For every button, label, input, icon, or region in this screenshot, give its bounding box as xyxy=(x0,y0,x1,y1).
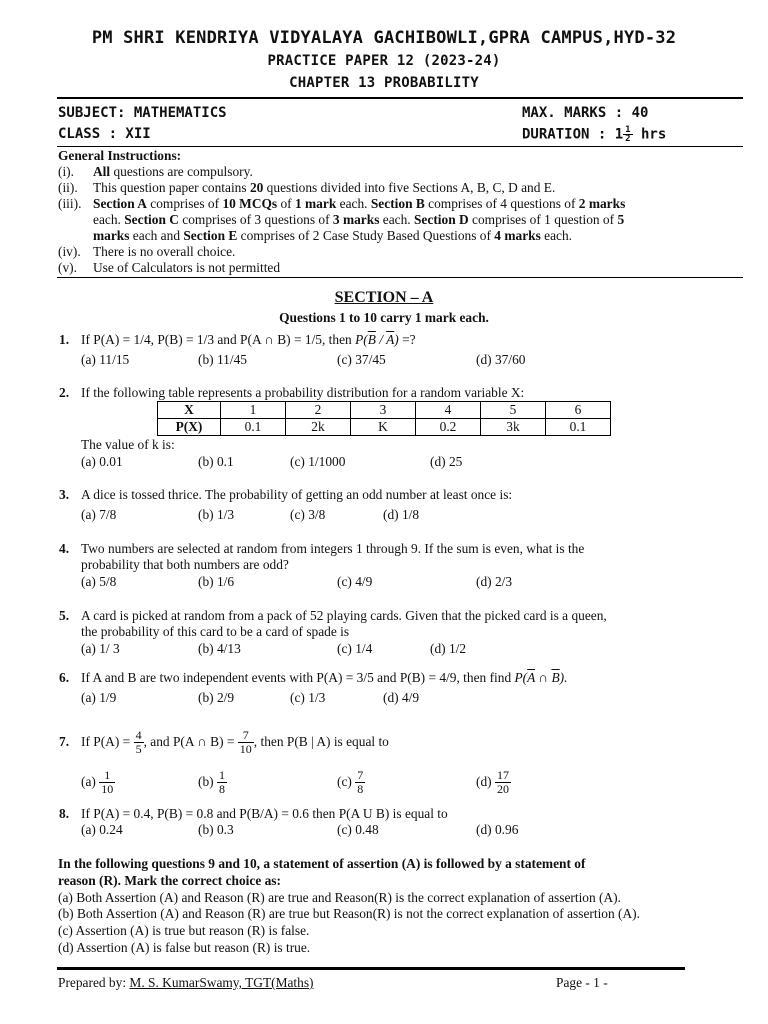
q4-option-b: (b) 1/6 xyxy=(198,574,235,589)
q6-text xyxy=(81,670,567,686)
footer-author: M. S. KumarSwamy, TGT(Maths) xyxy=(129,975,314,990)
q3-option-d: (d) 1/8 xyxy=(383,507,420,522)
q7-a-num: 1 xyxy=(104,768,111,783)
table-cell: 6 xyxy=(546,402,611,419)
duration-frac-den: 2 xyxy=(625,134,631,144)
q4-line1: Two numbers are selected at random from integers 1 through 9. If the sum is even, what is the xyxy=(81,541,585,556)
instr-iv: There is no overall choice. xyxy=(93,244,236,259)
section-title xyxy=(0,289,768,307)
school-name: PM SHRI KENDRIYA VIDYALAYA GACHIBOWLI,GPRA CAMPUS,HYD-32 xyxy=(91,28,677,48)
table-row-x xyxy=(158,402,611,419)
q8-option-d: (d) 0.96 xyxy=(476,822,519,837)
instr-iii-line2 xyxy=(93,212,624,228)
q7-f1-den: 5 xyxy=(135,742,142,757)
instr-ii-a: This question paper contains xyxy=(93,180,250,195)
q2-option-a: (a) 0.01 xyxy=(81,454,123,469)
section-title-text: SECTION – A xyxy=(334,289,434,306)
instr-iii-num: (iii). xyxy=(58,196,82,211)
subject: SUBJECT: MATHEMATICS xyxy=(58,105,227,121)
instr-iii-l1-i: 2 marks xyxy=(578,196,626,211)
class: CLASS : XII xyxy=(58,126,151,142)
q2-text: If the following table represents a probability distribution for a random variable X: xyxy=(81,385,525,400)
q8-option-c: (c) 0.48 xyxy=(337,822,379,837)
instr-iii-l1-g: Section B xyxy=(370,196,425,211)
q8-number: 8. xyxy=(59,806,70,821)
q5-option-d: (d) 1/2 xyxy=(430,641,467,656)
q3-number: 3. xyxy=(59,487,70,502)
section-subtitle: Questions 1 to 10 carry 1 mark each. xyxy=(279,310,489,325)
instr-ii-bold: 20 xyxy=(249,180,264,195)
q7-text xyxy=(81,723,389,761)
q1-option-c: (c) 37/45 xyxy=(337,352,386,367)
q7-d-fraction xyxy=(495,769,511,796)
instr-iii-l2-h: 5 xyxy=(617,212,625,227)
assertion-choice-b: (b) Both Assertion (A) and Reason (R) are true but Reason(R) is not the correct explanation of assertion (A). xyxy=(58,906,640,921)
assertion-line2: reason (R). Mark the correct choice as: xyxy=(58,873,281,888)
paper-title: PRACTICE PAPER 12 (2023-24) xyxy=(267,53,501,69)
q4-option-d: (d) 2/3 xyxy=(476,574,513,589)
instr-i-bold: All xyxy=(93,164,111,179)
table-header-x: X xyxy=(158,402,221,419)
instructions-title: General Instructions: xyxy=(58,148,182,163)
assertion-choice-a: (a) Both Assertion (A) and Reason (R) are true and Reason(R) is the correct explanation of assertion (A). xyxy=(58,890,621,905)
q7-option-a xyxy=(81,763,115,801)
instr-iii-l1-d: of xyxy=(277,196,295,211)
q7-fraction-2 xyxy=(238,729,254,756)
q7-d-den: 20 xyxy=(496,782,509,797)
q5-option-a: (a) 1/ 3 xyxy=(81,641,120,656)
instr-iii-l2-d: 3 marks xyxy=(332,212,380,227)
instr-iii-l3-b: each and xyxy=(129,228,184,243)
q6-number: 6. xyxy=(59,670,70,685)
q6-option-c: (c) 1/3 xyxy=(290,690,326,705)
q6-expression xyxy=(515,670,568,685)
instr-iii-l2-e: each. xyxy=(379,212,414,227)
instr-iii-l1-f: each. xyxy=(336,196,371,211)
q2-option-d: (d) 25 xyxy=(430,454,463,469)
q2-after: The value of k is: xyxy=(81,437,175,452)
q7-t3: , then P(B | A) is equal to xyxy=(253,734,389,749)
q6-option-a: (a) 1/9 xyxy=(81,690,117,705)
q7-d-num: 17 xyxy=(496,768,509,783)
q3-text: A dice is tossed thrice. The probability of getting an odd number at least once is: xyxy=(81,487,513,502)
q3-option-b: (b) 1/3 xyxy=(198,507,235,522)
instr-iv-num: (iv). xyxy=(58,244,81,259)
table-cell: 3 xyxy=(351,402,416,419)
table-cell: K xyxy=(351,419,416,436)
q3-option-c: (c) 3/8 xyxy=(290,507,326,522)
q1-option-a: (a) 11/15 xyxy=(81,352,130,367)
instr-i xyxy=(93,164,253,180)
q7-option-d xyxy=(476,763,511,801)
table-cell: 0.1 xyxy=(546,419,611,436)
table-cell: 4 xyxy=(416,402,481,419)
instr-iii-l3-a: marks xyxy=(93,228,130,243)
q7-a-label: (a) xyxy=(81,774,96,789)
instr-iii-l3-c: Section E xyxy=(183,228,238,243)
table-cell: 2 xyxy=(286,402,351,419)
q6-option-d: (d) 4/9 xyxy=(383,690,420,705)
q7-b-label: (b) xyxy=(198,774,214,789)
probability-table xyxy=(157,401,611,436)
q7-c-den: 8 xyxy=(357,782,364,797)
chapter-title: CHAPTER 13 PROBABILITY xyxy=(289,75,479,91)
table-cell: 5 xyxy=(481,402,546,419)
table-cell: 1 xyxy=(221,402,286,419)
max-marks: MAX. MARKS : 40 xyxy=(522,105,649,121)
q7-b-fraction xyxy=(217,769,227,796)
footer-page: Page - 1 - xyxy=(556,975,608,990)
instr-iii-l2-c: comprises of 3 questions of xyxy=(178,212,333,227)
q7-t1: If P(A) = xyxy=(81,734,134,749)
instr-v-num: (v). xyxy=(58,260,77,275)
q7-a-fraction xyxy=(99,769,115,796)
q7-c-num: 7 xyxy=(357,768,364,783)
q1-expr-b: $\overline{B}$ xyxy=(367,332,376,347)
q6-expr-p: P( xyxy=(514,670,528,685)
q3-option-a: (a) 7/8 xyxy=(81,507,117,522)
q7-c-fraction xyxy=(355,769,365,796)
q5-option-b: (b) 4/13 xyxy=(198,641,241,656)
instr-iii-l2-g: comprises of 1 question of xyxy=(468,212,618,227)
footer-prepared xyxy=(58,975,314,991)
duration xyxy=(522,126,666,143)
q8-option-a: (a) 0.24 xyxy=(81,822,123,837)
table-cell: 2k xyxy=(286,419,351,436)
instr-iii-l2-f: Section D xyxy=(413,212,469,227)
q1-option-b: (b) 11/45 xyxy=(198,352,247,367)
q5-option-c: (c) 1/4 xyxy=(337,641,373,656)
q8-text: If P(A) = 0.4, P(B) = 0.8 and P(B/A) = 0.6 then P(A U B) is equal to xyxy=(81,806,448,821)
q1-stem: If P(A) = 1/4, P(B) = 1/3 and P(A ∩ B) = 1/5, then xyxy=(81,332,356,347)
q6-option-b: (b) 2/9 xyxy=(198,690,235,705)
q7-c-label: (c) xyxy=(337,774,352,789)
duration-suffix: hrs xyxy=(632,126,667,143)
instr-iii-line3 xyxy=(93,228,572,244)
q1-expr-close: ) xyxy=(394,332,399,347)
table-cell: 0.2 xyxy=(416,419,481,436)
duration-fraction xyxy=(623,126,632,143)
q2-option-b: (b) 0.1 xyxy=(198,454,234,469)
q4-option-c: (c) 4/9 xyxy=(337,574,373,589)
q7-number: 7. xyxy=(59,734,70,749)
footer-prepared-label: Prepared by: xyxy=(58,975,130,990)
table-cell: 3k xyxy=(481,419,546,436)
q1-expr-slash: / xyxy=(375,332,387,347)
table-header-px: P(X) xyxy=(158,419,221,436)
q1-tail: =? xyxy=(398,332,416,347)
q7-d-label: (d) xyxy=(476,774,492,789)
instr-ii xyxy=(93,180,555,196)
q7-option-c xyxy=(337,763,365,801)
assertion-choice-d: (d) Assertion (A) is false but reason (R) is true. xyxy=(58,940,311,955)
table-row-px xyxy=(158,419,611,436)
q7-b-num: 1 xyxy=(218,768,225,783)
instr-iii-l3-f: each. xyxy=(540,228,573,243)
q7-f2-num: 7 xyxy=(242,728,249,743)
instr-i-num: (i). xyxy=(58,164,74,179)
instr-iii-l2-a: each. xyxy=(93,212,125,227)
instr-iii-l2-b: Section C xyxy=(124,212,179,227)
q7-t2: , and P(A ∩ B) = xyxy=(143,734,238,749)
instr-ii-num: (ii). xyxy=(58,180,78,195)
q6-stem: If A and B are two independent events with P(A) = 3/5 and P(B) = 4/9, then find xyxy=(81,670,515,685)
instr-iii-line1 xyxy=(93,196,625,212)
duration-prefix: DURATION : 1 xyxy=(522,126,624,143)
q2-option-c: (c) 1/1000 xyxy=(290,454,346,469)
q5-line1: A card is picked at random from a pack of 52 playing cards. Given that the picked card is a queen, xyxy=(81,608,607,623)
q5-line2: the probability of this card to be a card of spade is xyxy=(81,624,350,639)
q1-number: 1. xyxy=(59,332,70,347)
q6-expr-close: ). xyxy=(559,670,568,685)
instr-iii-l1-e: 1 mark xyxy=(294,196,337,211)
instr-iii-l1-h: comprises of 4 questions of xyxy=(424,196,579,211)
q1-expr-p: P( xyxy=(355,332,368,347)
instr-ii-c: questions divided into five Sections A, B, C, D and E. xyxy=(263,180,556,195)
q7-option-b xyxy=(198,763,227,801)
q6-expr-b: $\overline{B}$ xyxy=(551,670,560,685)
q6-expr-a: $\overline{A}$ xyxy=(527,670,536,685)
footer-rule xyxy=(57,967,685,970)
instr-v: Use of Calculators is not permitted xyxy=(93,260,281,275)
q4-number: 4. xyxy=(59,541,70,556)
instr-i-text: questions are compulsory. xyxy=(110,164,253,179)
q7-f2-den: 10 xyxy=(239,742,252,757)
instructions-rule xyxy=(57,277,743,278)
q7-b-den: 8 xyxy=(218,782,225,797)
q1-text xyxy=(81,332,416,348)
assertion-line1: In the following questions 9 and 10, a statement of assertion (A) is followed by a statement of xyxy=(58,856,586,871)
assertion-choice-c: (c) Assertion (A) is true but reason (R) is false. xyxy=(58,923,310,938)
q7-a-den: 10 xyxy=(101,782,114,797)
q6-expr-cap: ∩ xyxy=(535,670,552,685)
instr-iii-l3-e: 4 marks xyxy=(494,228,541,243)
q5-number: 5. xyxy=(59,608,70,623)
q4-option-a: (a) 5/8 xyxy=(81,574,117,589)
instr-iii-l1-b: comprises of xyxy=(146,196,223,211)
q2-number: 2. xyxy=(59,385,70,400)
q8-option-b: (b) 0.3 xyxy=(198,822,234,837)
q1-expr-a: $\overline{A}$ xyxy=(386,332,395,347)
q7-f1-num: 4 xyxy=(135,728,142,743)
meta-rule xyxy=(57,146,743,147)
table-cell: 0.1 xyxy=(221,419,286,436)
instr-iii-l1-a: Section A xyxy=(93,196,147,211)
q7-fraction-1 xyxy=(134,729,144,756)
q1-option-d: (d) 37/60 xyxy=(476,352,526,367)
instr-iii-l1-c: 10 MCQs xyxy=(222,196,278,211)
duration-frac-num: 1 xyxy=(625,125,631,135)
q1-expression xyxy=(355,332,399,347)
header-rule xyxy=(57,97,743,99)
q4-line2: probability that both numbers are odd? xyxy=(81,557,289,572)
instr-iii-l3-d: comprises of 2 Case Study Based Questions of xyxy=(237,228,495,243)
